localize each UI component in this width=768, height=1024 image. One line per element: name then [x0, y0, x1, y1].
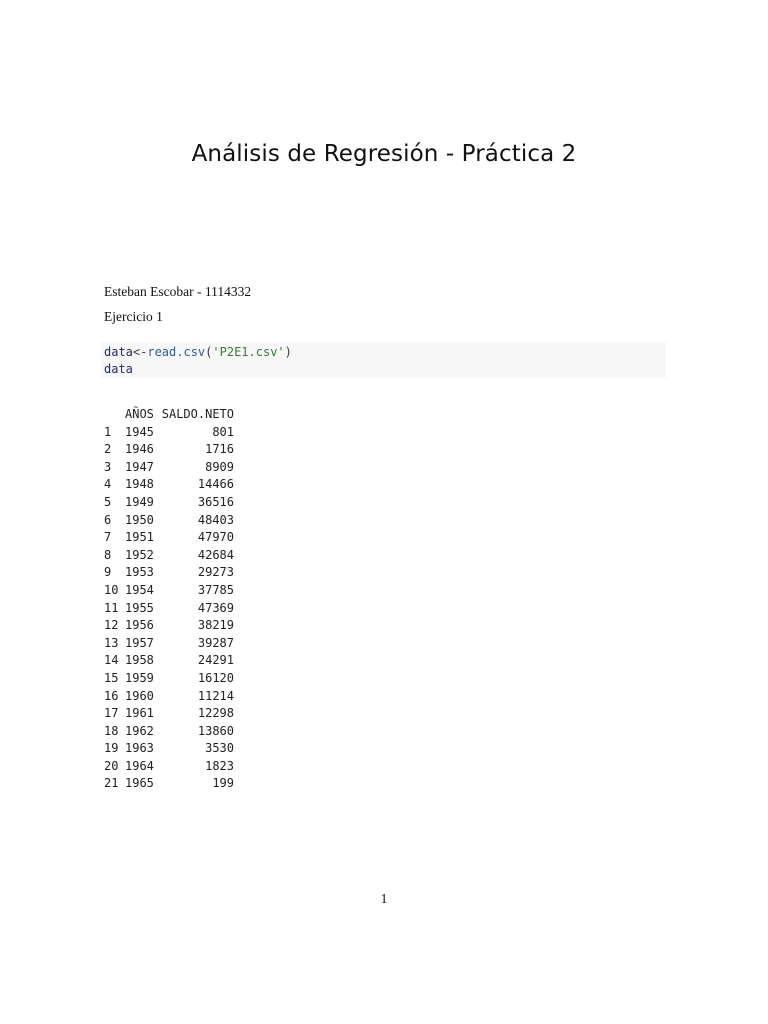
- code-function: read.csv: [147, 345, 206, 359]
- output-row: [104, 740, 234, 758]
- output-row: [104, 705, 234, 723]
- output-row-index: 1: [104, 424, 112, 439]
- author-line: Esteban Escobar - 1114332: [104, 284, 252, 299]
- code-line-read-csv: [104, 344, 666, 361]
- output-row-saldo-neto: 8909: [205, 459, 234, 474]
- output-index-header: [104, 406, 125, 424]
- output-row-saldo-neto: 39287: [197, 635, 234, 650]
- output-row-year: 1953: [125, 565, 154, 580]
- output-row: [104, 547, 234, 565]
- output-row-saldo-neto: 16120: [197, 670, 234, 685]
- output-row-saldo-neto: 47369: [197, 600, 234, 615]
- output-row: [104, 424, 234, 442]
- output-row: [104, 494, 234, 512]
- code-variable: data: [104, 345, 133, 359]
- output-row-year: 1951: [125, 530, 154, 545]
- output-row: [104, 459, 234, 477]
- output-row: [104, 617, 234, 635]
- output-row-index: 8: [104, 547, 112, 562]
- output-row-saldo-neto: 37785: [197, 582, 234, 597]
- output-row: [104, 512, 234, 530]
- output-row-index: 18: [104, 723, 119, 738]
- output-row-year: 1957: [125, 635, 154, 650]
- code-open-paren: (: [205, 345, 213, 359]
- output-row: [104, 775, 234, 793]
- output-row-year: 1965: [125, 776, 154, 791]
- output-row-index: 10: [104, 582, 119, 597]
- output-row-year: 1959: [125, 670, 154, 685]
- output-row-year: 1961: [125, 706, 154, 721]
- output-header-saldo-neto: SALDO.NETO: [161, 407, 234, 421]
- output-row-index: 2: [104, 442, 112, 457]
- output-row-index: 11: [104, 600, 119, 615]
- output-row: [104, 758, 234, 776]
- output-row: [104, 476, 234, 494]
- console-output-table: [104, 406, 234, 793]
- output-row-index: 14: [104, 653, 119, 668]
- output-row-year: 1955: [125, 600, 154, 615]
- code-string: 'P2E1.csv': [212, 345, 285, 359]
- output-row-saldo-neto: 36516: [197, 494, 234, 509]
- output-row-index: 13: [104, 635, 119, 650]
- output-row-year: 1960: [125, 688, 154, 703]
- output-row-saldo-neto: 199: [212, 776, 234, 791]
- code-close-paren: ): [284, 345, 292, 359]
- output-row-index: 12: [104, 618, 119, 633]
- output-row-year: 1947: [125, 459, 154, 474]
- output-row-index: 9: [104, 565, 112, 580]
- code-block: [101, 342, 666, 378]
- output-row: [104, 441, 234, 459]
- output-header-row: [104, 406, 234, 424]
- output-row-saldo-neto: 42684: [197, 547, 234, 562]
- output-row-index: 6: [104, 512, 112, 527]
- output-row-saldo-neto: 47970: [197, 530, 234, 545]
- output-row-index: 20: [104, 758, 119, 773]
- output-row-saldo-neto: 38219: [197, 618, 234, 633]
- output-row: [104, 564, 234, 582]
- output-row-index: 4: [104, 477, 112, 492]
- page-number: 1: [380, 891, 388, 906]
- output-header-anos: AÑOS: [125, 407, 154, 421]
- output-row: [104, 688, 234, 706]
- output-row-year: 1952: [125, 547, 154, 562]
- output-row: [104, 652, 234, 670]
- output-row: [104, 723, 234, 741]
- output-row-saldo-neto: 1716: [205, 442, 234, 457]
- output-row-year: 1945: [125, 424, 154, 439]
- output-row-index: 17: [104, 706, 119, 721]
- output-row-saldo-neto: 1823: [205, 758, 234, 773]
- output-row-saldo-neto: 13860: [197, 723, 234, 738]
- output-row: [104, 635, 234, 653]
- output-row-year: 1950: [125, 512, 154, 527]
- output-row-saldo-neto: 14466: [197, 477, 234, 492]
- output-row-index: 3: [104, 459, 112, 474]
- output-row-saldo-neto: 11214: [197, 688, 234, 703]
- output-row: [104, 600, 234, 618]
- output-row-saldo-neto: 29273: [197, 565, 234, 580]
- output-row-year: 1958: [125, 653, 154, 668]
- output-row-saldo-neto: 48403: [197, 512, 234, 527]
- output-row-index: 7: [104, 530, 112, 545]
- output-row-index: 16: [104, 688, 119, 703]
- output-row: [104, 529, 234, 547]
- output-row-index: 19: [104, 741, 119, 756]
- output-row: [104, 670, 234, 688]
- code-assign-operator: <-: [132, 345, 148, 359]
- output-row-year: 1964: [125, 758, 154, 773]
- output-row-year: 1954: [125, 582, 154, 597]
- exercise-label: Ejercicio 1: [104, 309, 163, 324]
- output-row-saldo-neto: 24291: [197, 653, 234, 668]
- output-row-year: 1956: [125, 618, 154, 633]
- code-line-data: data: [104, 362, 133, 376]
- output-row-index: 21: [104, 776, 119, 791]
- output-row-saldo-neto: 3530: [205, 741, 234, 756]
- output-row-year: 1962: [125, 723, 154, 738]
- output-row: [104, 582, 234, 600]
- document-title: Análisis de Regresión - Práctica 2: [191, 141, 577, 167]
- output-rows: [104, 424, 234, 793]
- output-row-year: 1946: [125, 442, 154, 457]
- output-row-saldo-neto: 12298: [197, 706, 234, 721]
- output-row-index: 5: [104, 494, 112, 509]
- output-row-saldo-neto: 801: [212, 424, 234, 439]
- output-row-year: 1948: [125, 477, 154, 492]
- output-row-index: 15: [104, 670, 119, 685]
- output-row-year: 1963: [125, 741, 154, 756]
- output-row-year: 1949: [125, 494, 154, 509]
